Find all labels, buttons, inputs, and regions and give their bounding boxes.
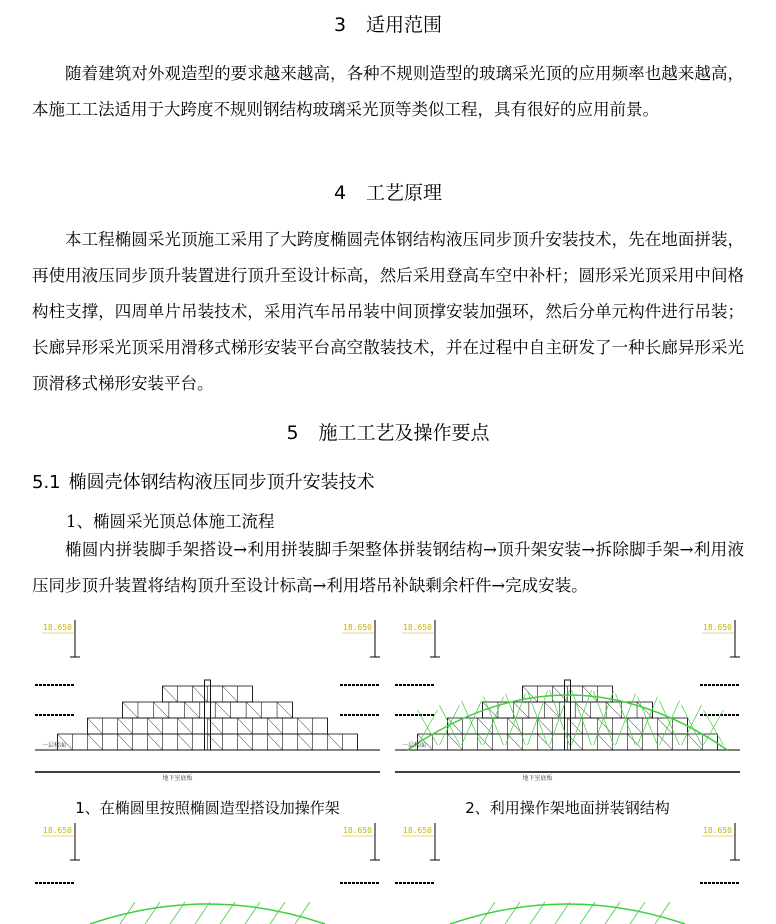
section-number: 5.1 [32,472,61,493]
scaffold-brace [598,718,613,734]
scaffold-brace [215,702,230,718]
dome-member [605,902,620,924]
figure-scaffold-setup [30,615,385,790]
section-4-paragraph: 本工程椭圆采光顶施工采用了大跨度椭圆壳体钢结构液压同步顶升安装技术，先在地面拼装，再使用液压同步顶升装置进行顶升至设计标高，然后采用登高车空中补杆；圆形采光顶采用中间格构柱支撑，四周单片吊装技术，采用汽车吊吊装中间顶撑安装加强环，然后分单元构件进行吊装；长廊异形采光顶采用滑移式梯形安装平台高空散装技术，并在过程中自主研发了一种长廊异形采光顶滑移式梯形安装平台。 [32,230,744,393]
scaffold-brace [153,702,168,718]
scaffold-brace [148,734,163,750]
scaffold-brace [298,734,313,750]
dome-outline [450,904,685,924]
scaffold-brace [553,686,568,702]
dome-member [145,902,160,924]
section-number: 5 [286,422,299,444]
section-3-paragraph: 随着建筑对外观造型的要求越来越高，各种不规则造型的玻璃采光顶的应用频率也越来越高，本施工工法适用于大跨度不规则钢结构玻璃采光顶等类似工程，具有很好的应用前景。 [32,64,744,119]
dome-member [630,902,645,924]
scaffold-brace [88,734,103,750]
base-label: 地下室底板 [162,775,193,782]
scaffold-brace [628,718,643,734]
section-5-heading [0,418,776,445]
scaffold-brace [238,734,253,750]
elevation-label: 18.650 [403,623,432,632]
elevation-label: 18.650 [703,826,732,835]
scaffold-brace [118,734,133,750]
elevation-label: 18.650 [343,623,372,632]
figure-1-caption: 1、在椭圆里按照椭圆造型搭设加操作架 [75,799,340,817]
scaffold-brace [88,718,103,734]
scaffold-brace [328,734,343,750]
scaffold-brace [223,686,238,702]
dome-outline [90,904,325,924]
base-label: 地下室底板 [522,775,553,782]
section-3-heading [0,10,776,37]
scaffold-brace [178,734,193,750]
scaffold-brace [238,718,253,734]
dome-member [195,902,210,924]
figure-ground-assembly [390,615,745,790]
scaffold-brace [246,702,261,718]
scaffold-tier [123,702,293,718]
scaffold-brace [208,734,223,750]
elevation-label: 18.650 [703,623,732,632]
scaffold-brace [208,718,223,734]
scaffold-brace [148,718,163,734]
dome-member [505,902,520,924]
elevation-label: 18.650 [43,623,72,632]
scaffold-brace [544,702,559,718]
scaffold-brace [508,734,523,750]
dome-member [555,902,570,924]
scaffold-brace [178,718,193,734]
figure-2-caption: 2、利用操作架地面拼装钢结构 [465,799,670,817]
section-number: 3 [333,14,347,36]
section-title: 椭圆壳体钢结构液压同步顶升安装技术 [68,472,375,493]
dome-member [295,902,310,924]
dome-member [245,902,260,924]
scaffold-brace [538,718,553,734]
scaffold-brace [193,686,208,702]
scaffold-brace [575,702,590,718]
scaffold-brace [478,718,493,734]
dome-member [480,902,495,924]
scaffold-brace [268,718,283,734]
section-5-1-heading [32,468,375,494]
scaffold-brace [628,734,643,750]
elevation-label: 18.650 [43,826,72,835]
scaffold-brace [184,702,199,718]
section-title: 适用范围 [366,14,443,36]
figure-jacking-lift [390,818,745,924]
flow-paragraph: 椭圆内拼装脚手架搭设→利用拼装脚手架整体拼装钢结构→顶升架安装→拆除脚手架→利用液压同步顶升装置将结构顶升至设计标高→利用塔吊补缺剩余杆件→完成安装。 [32,540,744,595]
elevation-label: 18.650 [403,826,432,835]
subsection-heading: 1、椭圆采光顶总体施工流程 [66,512,275,531]
dome-member [120,902,135,924]
scaffold-brace [298,718,313,734]
scaffold-brace [658,734,673,750]
scaffold-brace [163,686,178,702]
scaffold-brace [123,702,138,718]
section-title: 工艺原理 [366,182,443,204]
scaffold-brace [268,734,283,750]
scaffold-brace [277,702,292,718]
dome-member [655,902,670,924]
section-number: 4 [333,182,347,204]
scaffold-brace [118,718,133,734]
floor-label: 一层楼面 [402,742,427,749]
section-4-heading [0,178,776,205]
section-title: 施工工艺及操作要点 [318,422,490,444]
figure-jacking-frame [30,818,385,924]
floor-label: 一层楼面 [42,742,67,749]
dome-member [270,902,285,924]
elevation-label: 18.650 [343,826,372,835]
